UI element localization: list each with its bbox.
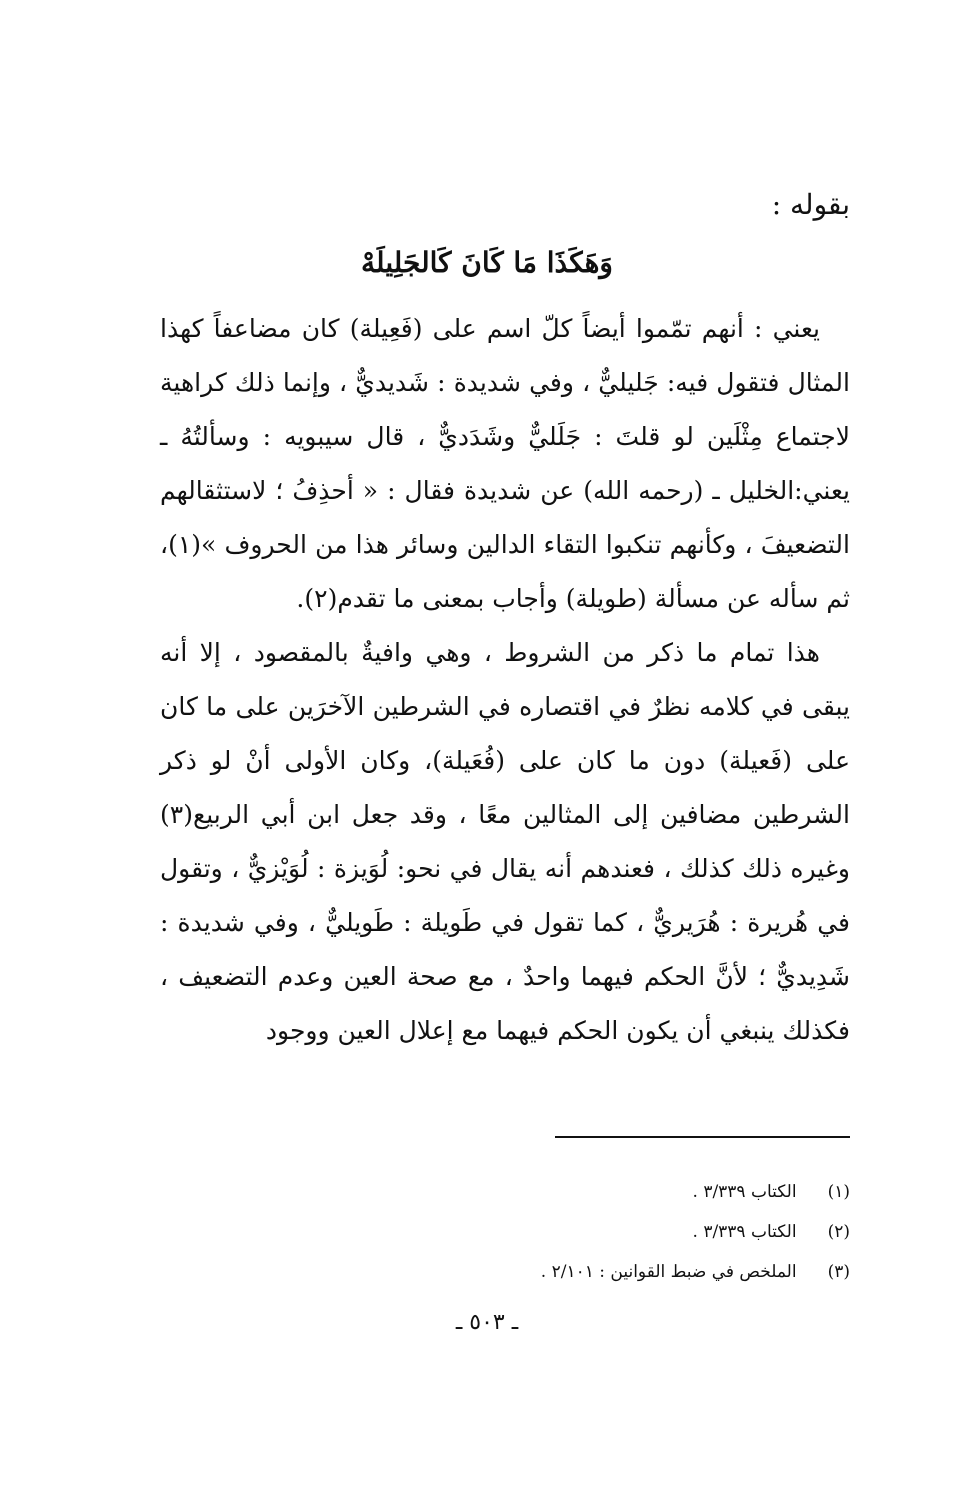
footnote-number: (٢) xyxy=(827,1222,850,1242)
footnote-text: الكتاب ٣/٣٣٩ . xyxy=(692,1182,797,1202)
paragraph: هذا تمام ما ذكر من الشروط ، وهي وافيةٌ بالمقصود ، إلا أنه يبقى في كلامه نظرٌ في اقتصاره في الشرطين الآخرَين على ما كان على (فَعيلة) دون ما كان على (فُعَيلة)، وكان الأولى أنْ لو ذكر الشرطين مضافين إلى المثالين معًا ، وقد جعل ابن أبي الربيع(٣) وغيره ذلك كذلك ، فعندهم أنه يقال في نحو: لُوَيزة : لُوَيْزيٌّ ، وتقول في هُريرة : هُرَيريٌّ ، كما تقول في طَويلة : طَويليٌّ ، وفي شديدة : شَدِيديٌّ ؛ لأنَّ الحكم فيهما واحدٌ ، مع صحة العين وعدم التضعيف ، فكذلك ينبغي أن يكون الحكم فيهما مع إعلال العين ووجود xyxy=(160,638,850,1045)
footnote xyxy=(541,1252,850,1292)
footnotes xyxy=(541,1172,850,1292)
intro-line: بقوله : xyxy=(771,188,850,221)
paragraph: يعني : أنهم تمّموا أيضاً كلّ اسم على (فَعِيلة) كان مضاعفاً كهذا المثال فتقول فيه: جَليليٌّ ، وفي شديدة : شَديديٌّ ، وإنما ذلك كراهية لاجتماع مِثْلَين لو قلتَ : جَلَليٌّ وشَدَديٌّ ، قال سيبويه : وسألتُهُ ـ يعني:الخليل ـ (رحمه الله) عن شديدة فقال : « أحذِفُ ؛ لاستثقالهم التضعيفَ ، وكأنهم تنكبوا التقاء الدالين وسائر هذا من الحروف »(١)، ثم سأله عن مسألة (طويلة) وأجاب بمعنى ما تقدم(٢). xyxy=(160,314,850,613)
main-text xyxy=(160,302,850,1058)
page-number: ـ ٥٠٣ ـ xyxy=(455,1310,519,1335)
footnote-text: الملخص في ضبط القوانين : ٢/١٠١ . xyxy=(540,1262,797,1282)
footnote-number: (٣) xyxy=(827,1262,850,1282)
footnote xyxy=(541,1172,850,1212)
footnote-divider xyxy=(555,1136,850,1138)
footnote-text: الكتاب ٣/٣٣٩ . xyxy=(692,1222,797,1242)
footnote xyxy=(541,1212,850,1252)
footnote-number: (١) xyxy=(827,1182,850,1202)
verse-line: وَهَكَذَا مَا كَانَ كَالجَلِيلَهْ xyxy=(361,246,613,279)
